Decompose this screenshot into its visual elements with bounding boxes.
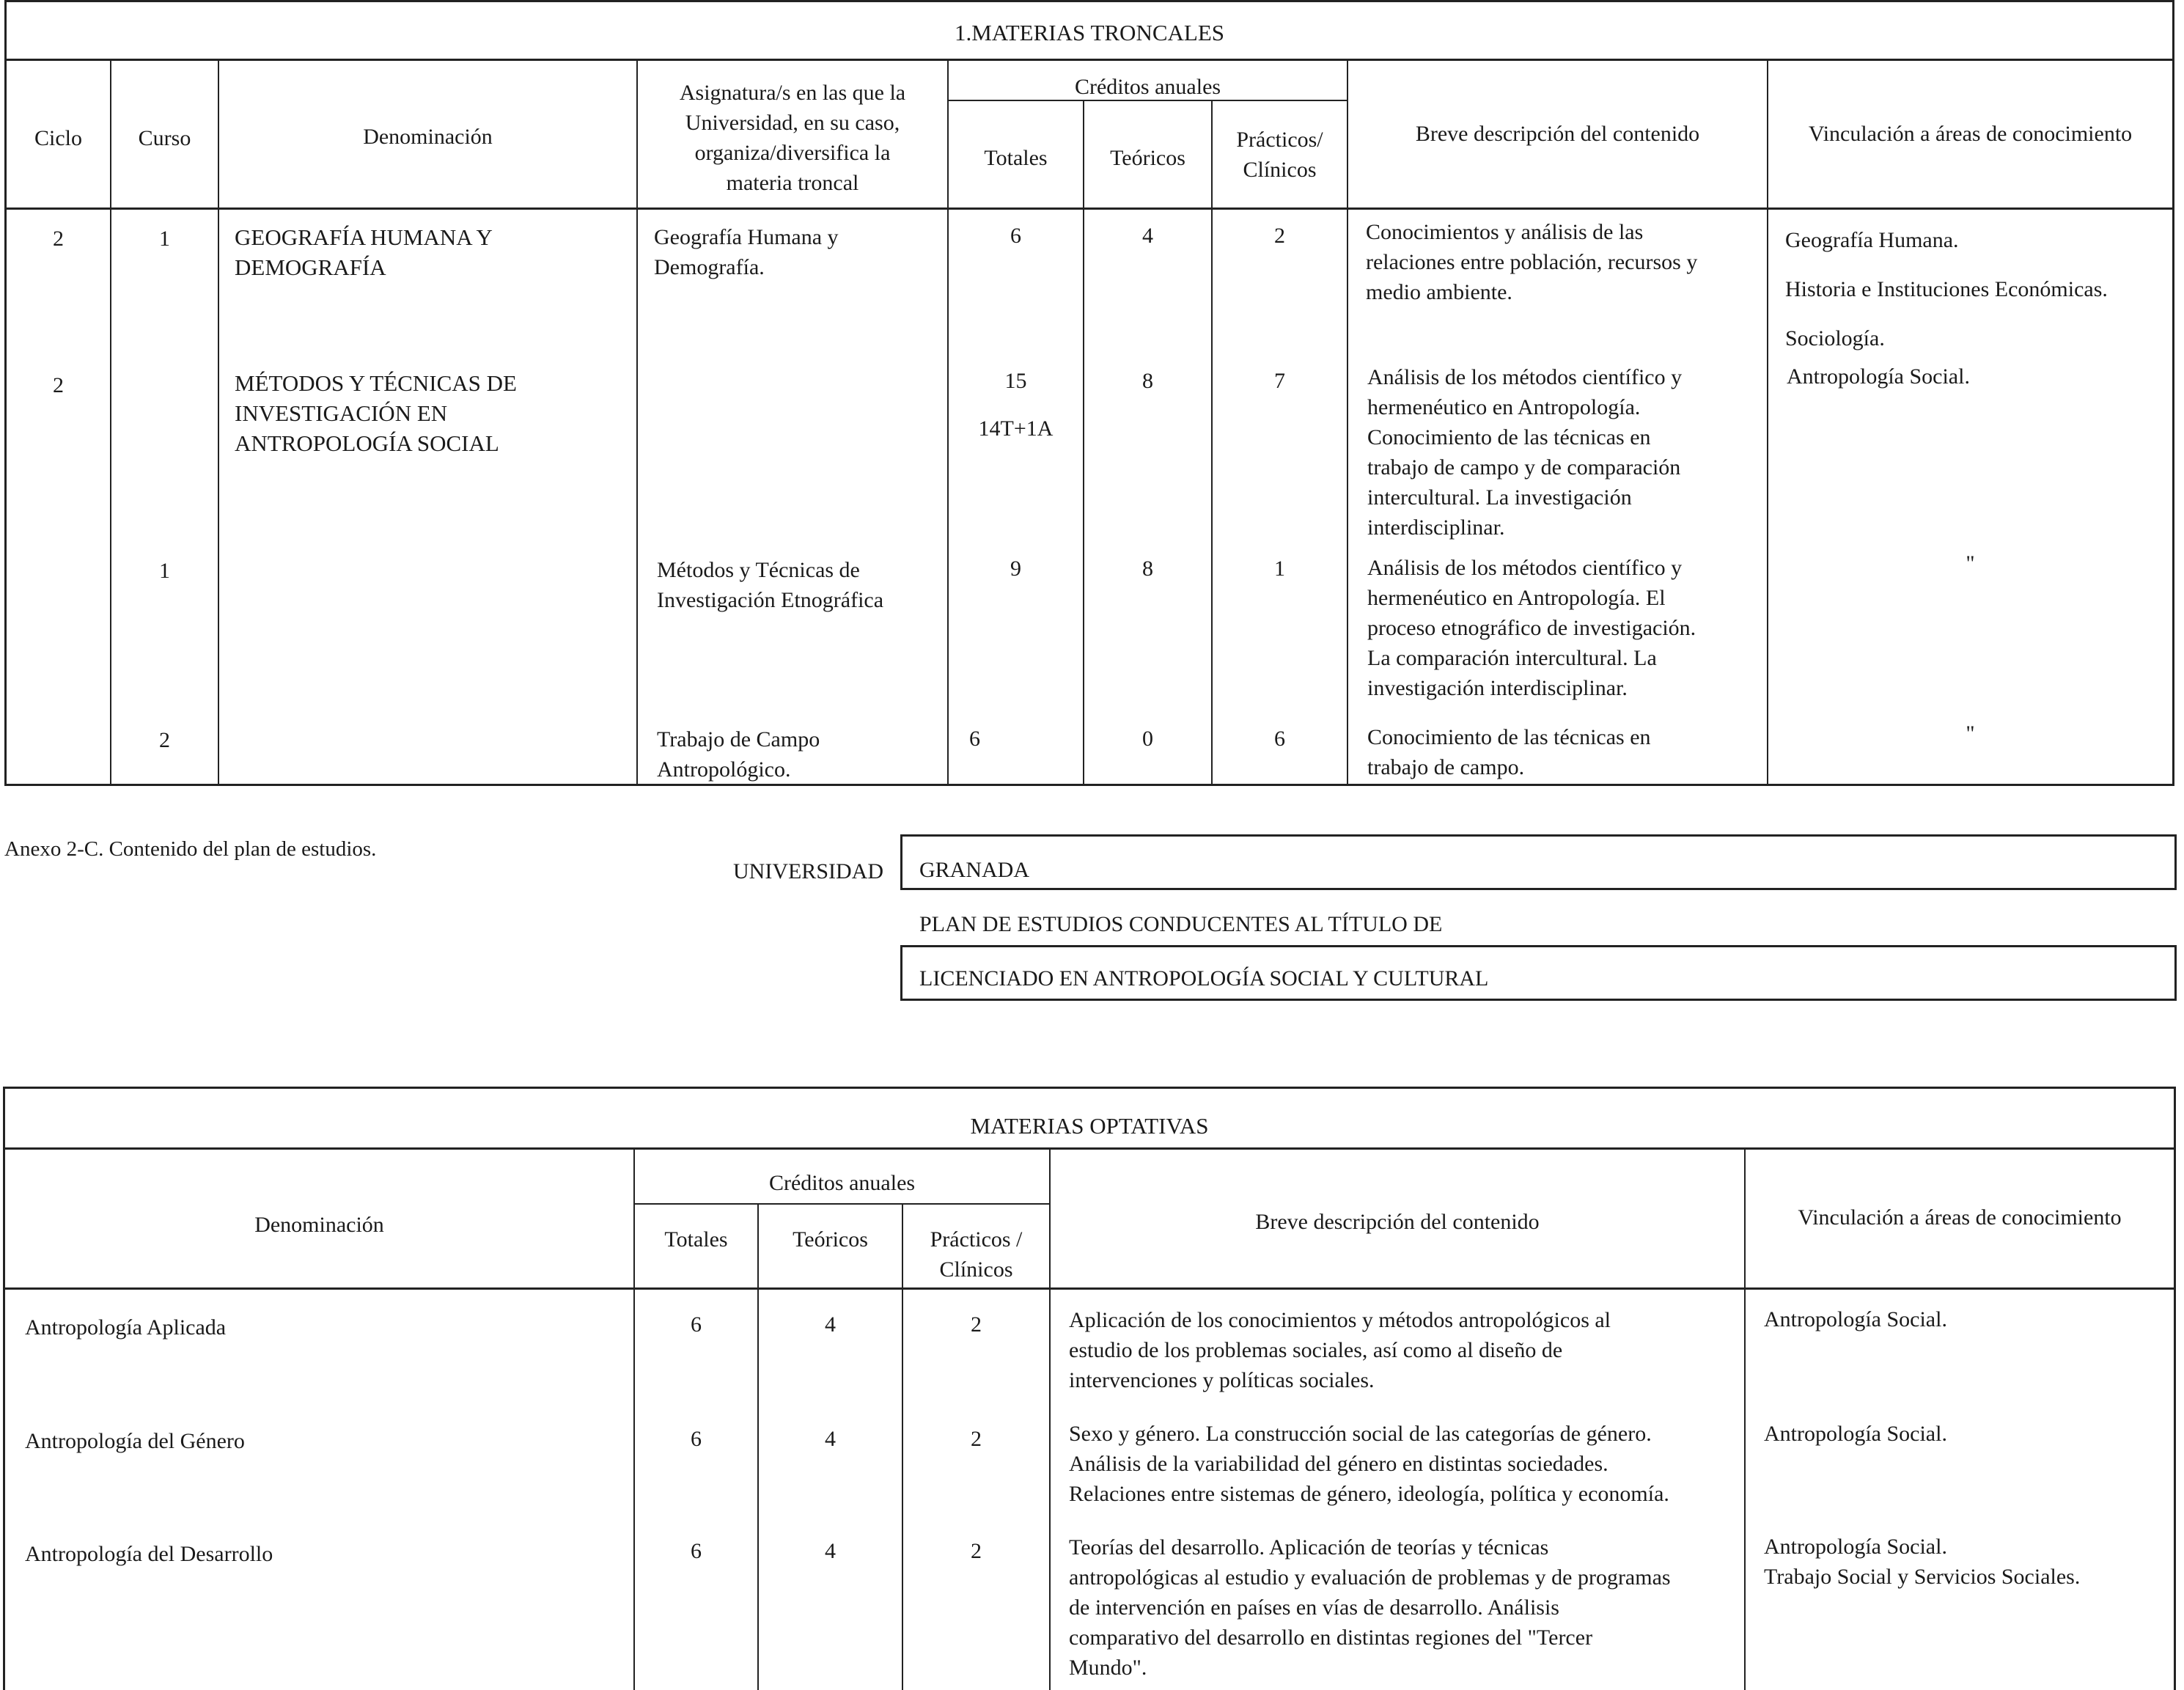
universidad-value: GRANADA (919, 858, 1029, 882)
cell-practicos: 2 (971, 1312, 982, 1337)
cell-totales: 6 (691, 1427, 702, 1451)
header-practicos: Prácticos/ Clínicos (1236, 128, 1323, 182)
col-rule (1347, 59, 1348, 786)
cell-vinculacion: Antropología Social. Trabajo Social y Servicios Sociales. (1764, 1535, 2081, 1589)
cell-denominacion: Antropología del Género (25, 1429, 245, 1453)
cell-descripcion: Teorías del desarrollo. Aplicación de teorías y técnicas antropológicas al estudio y evaluación de problemas y de programas de intervención en países en vías de desarrollo. Análisis comparativo del desarrollo en distintas regiones del "Tercer Mundo". (1069, 1535, 1671, 1680)
universidad-label: UNIVERSIDAD (733, 859, 883, 883)
col-rule (1083, 100, 1084, 786)
title-rule (3, 1147, 2176, 1150)
cell-teoricos: 0 (1142, 727, 1153, 751)
cell-vinculacion: " (1966, 721, 1975, 746)
cell-ciclo: 2 (53, 373, 64, 397)
cell-descripcion: Conocimiento de las técnicas en trabajo de campo. (1367, 725, 1651, 779)
cell-denominacion: MÉTODOS Y TÉCNICAS DE INVESTIGACIÓN EN ANTROPOLOGÍA SOCIAL (235, 370, 517, 456)
cell-totales: 6 (691, 1539, 702, 1563)
table-border-left (3, 1087, 5, 1690)
cell-practicos: 6 (1274, 727, 1285, 751)
cell-curso: 1 (159, 227, 170, 251)
cell-vinculacion: " (1966, 551, 1975, 576)
header-denominacion: Denominación (363, 125, 493, 149)
cell-totales: 15 (1004, 369, 1027, 393)
col-rule (1211, 100, 1213, 786)
header-curso: Curso (138, 126, 191, 150)
plan-label: PLAN DE ESTUDIOS CONDUCENTES AL TÍTULO DE (919, 912, 1443, 936)
header-descripcion: Breve descripción del contenido (1255, 1210, 1540, 1234)
cell-denominacion: Antropología del Desarrollo (25, 1542, 273, 1566)
cell-practicos: 7 (1274, 369, 1285, 393)
cell-curso: 2 (159, 728, 170, 752)
cell-practicos: 2 (1274, 224, 1285, 248)
cell-vinculacion: Antropología Social. (1764, 1307, 1947, 1331)
cell-ciclo: 2 (53, 227, 64, 251)
cell-teoricos: 4 (825, 1427, 836, 1451)
header-denominacion: Denominación (254, 1213, 384, 1237)
table-border-bottom (4, 784, 2174, 786)
col-rule (110, 59, 111, 786)
header-creditos-anuales: Créditos anuales (1074, 75, 1221, 99)
table-title: 1.MATERIAS TRONCALES (954, 20, 1225, 45)
col-rule (1767, 59, 1768, 786)
header-totales: Totales (984, 146, 1048, 170)
cell-teoricos: 8 (1142, 556, 1153, 581)
header-practicos: Prácticos / Clínicos (930, 1227, 1023, 1282)
cell-teoricos: 4 (825, 1312, 836, 1337)
header-vinculacion: Vinculación a áreas de conocimiento (1808, 122, 2133, 146)
header-totales: Totales (664, 1227, 728, 1252)
table-border-top (4, 0, 2174, 2)
creditos-rule (633, 1203, 1049, 1205)
cell-totales: 6 (1010, 224, 1021, 248)
cell-denominacion: GEOGRAFÍA HUMANA Y DEMOGRAFÍA (235, 224, 493, 280)
cell-teoricos: 4 (1142, 224, 1153, 248)
header-asignaturas: Asignatura/s en las que la Universidad, en su caso, organiza/diversifica la materia troncal (679, 81, 906, 195)
cell-totales: 9 (1010, 556, 1021, 581)
cell-asignatura: Métodos y Técnicas de Investigación Etnográfica (657, 558, 884, 612)
cell-totales: 6 (969, 727, 980, 751)
cell-practicos: 1 (1274, 556, 1285, 581)
cell-vinculacion: Antropología Social. (1787, 364, 1970, 389)
cell-asignatura: Trabajo de Campo Antropológico. (657, 727, 820, 782)
cell-descripcion: Conocimientos y análisis de las relaciones entre población, recursos y medio ambiente. (1366, 220, 1698, 304)
cell-teoricos: 4 (825, 1539, 836, 1563)
header-vinculacion: Vinculación a áreas de conocimiento (1798, 1205, 2122, 1230)
cell-descripcion: Sexo y género. La construcción social de las categorías de género. Análisis de la variabilidad del género en distintas sociedades. Relaciones entre sistemas de género, ideología, política y economía. (1069, 1422, 1669, 1506)
table-border-right (2172, 0, 2174, 786)
table-border-top (3, 1087, 2176, 1089)
cell-teoricos: 8 (1142, 369, 1153, 393)
table-title: MATERIAS OPTATIVAS (970, 1113, 1209, 1139)
annex-caption: Anexo 2-C. Contenido del plan de estudios. (4, 837, 377, 861)
cell-totales-detail: 14T+1A (978, 416, 1054, 441)
header-ciclo: Ciclo (34, 126, 82, 150)
cell-vinculacion: Antropología Social. (1764, 1422, 1947, 1446)
header-descripcion: Breve descripción del contenido (1415, 122, 1700, 146)
cell-curso: 1 (159, 559, 170, 583)
cell-vinculacion: Geografía Humana. Historia e Instituciones Económicas. Sociología. (1785, 228, 2108, 350)
table-border-right (2174, 1087, 2176, 1690)
cell-practicos: 2 (971, 1539, 982, 1563)
col-rule (218, 59, 219, 786)
title-rule (4, 59, 2174, 61)
header-teoricos: Teóricos (793, 1227, 868, 1252)
header-rule (3, 1287, 2176, 1290)
header-creditos-anuales: Créditos anuales (768, 1171, 916, 1195)
cell-denominacion: Antropología Aplicada (25, 1315, 227, 1340)
cell-practicos: 2 (971, 1427, 982, 1451)
cell-descripcion: Análisis de los métodos científico y hermenéutico en Antropología. El proceso etnográfico de investigación. La comparación intercultural. La investigación interdisciplinar. (1367, 556, 1696, 700)
cell-descripcion: Aplicación de los conocimientos y métodos antropológicos al estudio de los problemas sociales, así como al diseño de intervenciones y políticas sociales. (1069, 1308, 1611, 1392)
header-rule (4, 207, 2174, 210)
titulo-value: LICENCIADO EN ANTROPOLOGÍA SOCIAL Y CULTURAL (919, 966, 1489, 991)
cell-asignatura: Geografía Humana y Demografía. (654, 225, 839, 279)
header-teoricos: Teóricos (1110, 146, 1185, 170)
cell-totales: 6 (691, 1312, 702, 1337)
cell-descripcion: Análisis de los métodos científico y hermenéutico en Antropología. Conocimiento de las técnicas en trabajo de campo y de comparación intercultural. La investigación interdisciplinar. (1367, 365, 1683, 540)
